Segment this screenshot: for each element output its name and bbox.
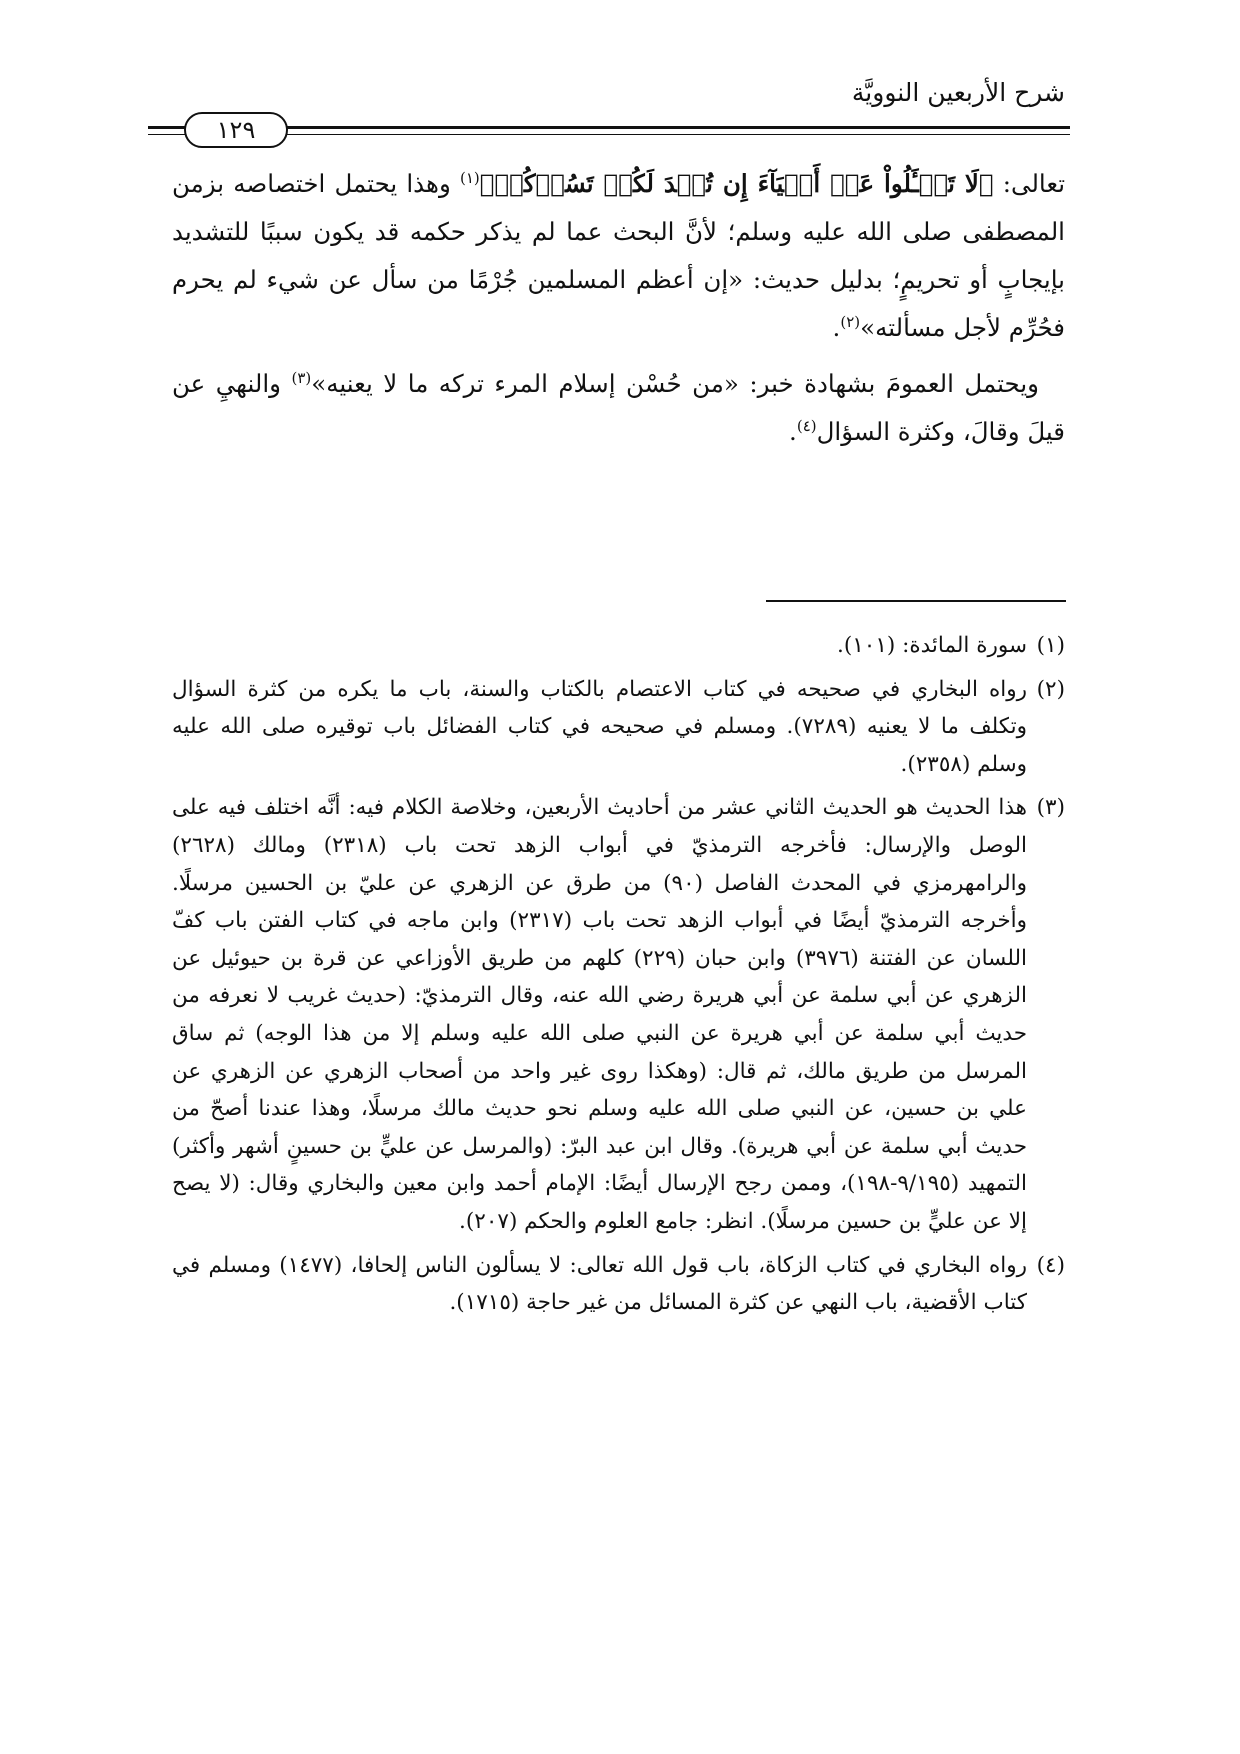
footnote-4	[172, 1247, 1065, 1322]
p1-lead: تعالى:	[993, 169, 1066, 198]
footnote-2	[172, 671, 1065, 784]
footnote-number: (٣)	[1036, 795, 1065, 821]
page-number: ١٢٩	[184, 112, 288, 148]
footnote-ref-2[interactable]: (٢)	[840, 313, 861, 331]
main-text	[172, 160, 1065, 456]
footnote-number: (١)	[1036, 633, 1065, 658]
quran-verse: ﴿لَا تَسۡـَٔلُواْ عَنۡ أَشۡيَآءَ إِن تُبۡدَ لَكُمۡ تَسُؤۡكُمۡ﴾	[479, 169, 994, 198]
p1-end: .	[832, 313, 841, 342]
p2-text2: والنهيِ عن قيلَ وقالَ، وكثرة السؤال	[172, 369, 1065, 446]
running-header-title: شرح الأربعين النوويَّة	[851, 78, 1065, 107]
footnote-text: رواه البخاري في صحيحه في كتاب الاعتصام بالكتاب والسنة، باب ما يكره من كثرة السؤال وتكلف ما لا يعنيه (٧٢٨٩). ومسلم في صحيحه في كتاب الفضائل باب توقيره صلى الله عليه وسلم (٢٣٥٨).	[172, 676, 1027, 777]
footnote-number: (٢)	[1036, 676, 1065, 702]
footnote-3	[172, 789, 1065, 1240]
footnote-text: سورة المائدة: (١٠١).	[837, 633, 1027, 658]
footnote-text: رواه البخاري في كتاب الزكاة، باب قول الله تعالى: لا يسألون الناس إلحافا، (١٤٧٧) ومسلم في كتاب الأقضية، باب النهي عن كثرة المسائل من غير حاجة (١٧١٥).	[172, 1252, 1028, 1316]
footnote-ref-1[interactable]: (١)	[459, 169, 480, 187]
footnote-number: (٤)	[1036, 1252, 1065, 1278]
p2-text: ويحتمل العمومَ بشهادة خبر: «من حُسْن إسلام المرء تركه ما لا يعنيه»	[311, 369, 1039, 398]
paragraph-2	[172, 360, 1065, 456]
paragraph-1	[172, 160, 1065, 352]
p1-text: وهذا يحتمل اختصاصه بزمن المصطفى صلى الله عليه وسلم؛ لأنَّ البحث عما لم يذكر حكمه قد يكون سببًا للتشديد بإيجابٍ أو تحريمٍ؛ بدليل حديث: «إن أعظم المسلمين جُرْمًا من سأل عن شيء لم يحرم فحُرِّم لأجل مسألته»	[172, 169, 1065, 342]
footnote-separator	[766, 600, 1066, 602]
p2-end: .	[789, 417, 797, 446]
footnote-text: هذا الحديث هو الحديث الثاني عشر من أحاديث الأربعين، وخلاصة الكلام فيه: أنَّه اختلف فيه على الوصل والإرسال: فأخرجه الترمذيّ في أبواب الزهد تحت باب (٢٣١٨) ومالك (٢٦٢٨) والرامهرمزي في المحدث الفاصل (٩٠) من طرق عن الزهري عن عليّ بن الحسين مرسلًا. وأخرجه الترمذيّ أيضًا في أبواب الزهد تحت باب (٢٣١٧) وابن ماجه في كتاب الفتن باب كفّ اللسان عن الفتنة (٣٩٧٦) وابن حبان (٢٢٩) كلهم من طريق الأوزاعي عن قرة بن حيوئيل عن الزهري عن أبي سلمة عن أبي هريرة رضي الله عنه، وقال الترمذيّ: (حديث غريب لا نعرفه من حديث أبي سلمة عن أبي هريرة عن النبي صلى الله عليه وسلم إلا من هذا الوجه) ثم ساق المرسل من طريق مالك، ثم قال: (وهكذا روى غير واحد من أصحاب الزهري عن الزهري عن علي بن حسين، عن النبي صلى الله عليه وسلم نحو حديث مالك مرسلًا، وهذا عندنا أصحّ من حديث أبي سلمة عن أبي هريرة). وقال ابن عبد البرّ: (والمرسل عن عليٍّ بن حسينٍ أشهر وأكثر) التمهيد (٩/١٩٥-١٩٨)، وممن رجح الإرسال أيضًا: الإمام أحمد وابن معين والبخاري وقال: (لا يصح إلا عن عليٍّ بن حسين مرسلًا). انظر: جامع العلوم والحكم (٢٠٧).	[172, 795, 1027, 1234]
footnote-ref-3[interactable]: (٣)	[291, 369, 312, 387]
footnote-1	[172, 627, 1065, 665]
footnotes	[172, 627, 1065, 1328]
footnote-ref-4[interactable]: (٤)	[796, 417, 817, 435]
